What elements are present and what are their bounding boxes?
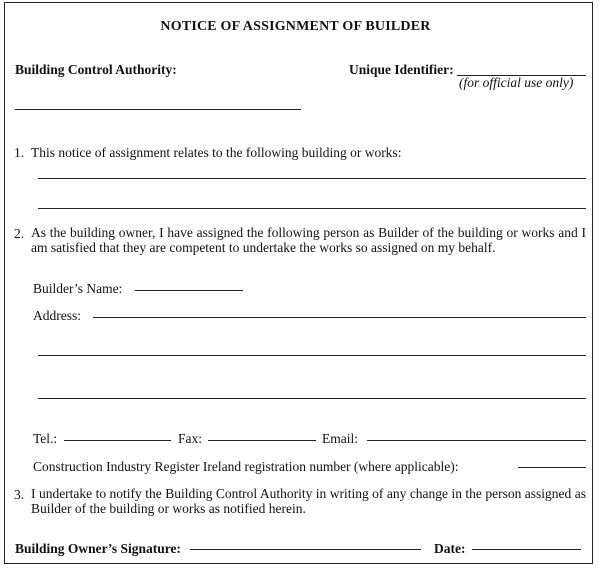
tel-label: Tel.:: [33, 431, 58, 446]
section-1-text: This notice of assignment relates to the following building or works:: [31, 145, 402, 160]
address-field-line-3[interactable]: [38, 398, 586, 399]
owner-signature-field[interactable]: [190, 549, 421, 550]
fax-label: Fax:: [178, 431, 203, 446]
address-label: Address:: [33, 308, 81, 323]
cirr-registration-field[interactable]: [518, 467, 586, 468]
builder-name-field[interactable]: [135, 290, 243, 291]
building-control-authority-label: Building Control Authority:: [15, 62, 177, 77]
builder-name-label: Builder’s Name:: [33, 281, 123, 296]
date-field[interactable]: [472, 549, 581, 550]
cirr-registration-label: Construction Industry Register Ireland registration number (where applicable):: [33, 459, 459, 474]
section-2-text: As the building owner, I have assigned the following person as Builder of the building or works and I am satisfied that they are competent to undertake the works so assigned on my behalf.: [31, 225, 586, 255]
section-2-number: 2.: [14, 226, 25, 241]
section-3-number: 3.: [14, 487, 25, 502]
section-1-number: 1.: [14, 145, 25, 160]
address-field-line-1[interactable]: [93, 317, 586, 318]
fax-field[interactable]: [208, 440, 316, 441]
works-description-line-1[interactable]: [38, 178, 586, 179]
email-field[interactable]: [367, 440, 586, 441]
section-3-text: I undertake to notify the Building Control Authority in writing of any change in the person assigned as Builder of the building or works as notified herein.: [31, 486, 586, 516]
email-label: Email:: [322, 431, 358, 446]
official-use-note: (for official use only): [459, 75, 574, 90]
unique-identifier-label: Unique Identifier:: [349, 62, 454, 77]
building-control-authority-field[interactable]: [15, 109, 301, 110]
date-label: Date:: [434, 541, 466, 556]
form-title: NOTICE OF ASSIGNMENT OF BUILDER: [160, 19, 431, 34]
tel-field[interactable]: [64, 440, 171, 441]
owner-signature-label: Building Owner’s Signature:: [15, 541, 182, 556]
works-description-line-2[interactable]: [38, 208, 586, 209]
address-field-line-2[interactable]: [38, 355, 586, 356]
